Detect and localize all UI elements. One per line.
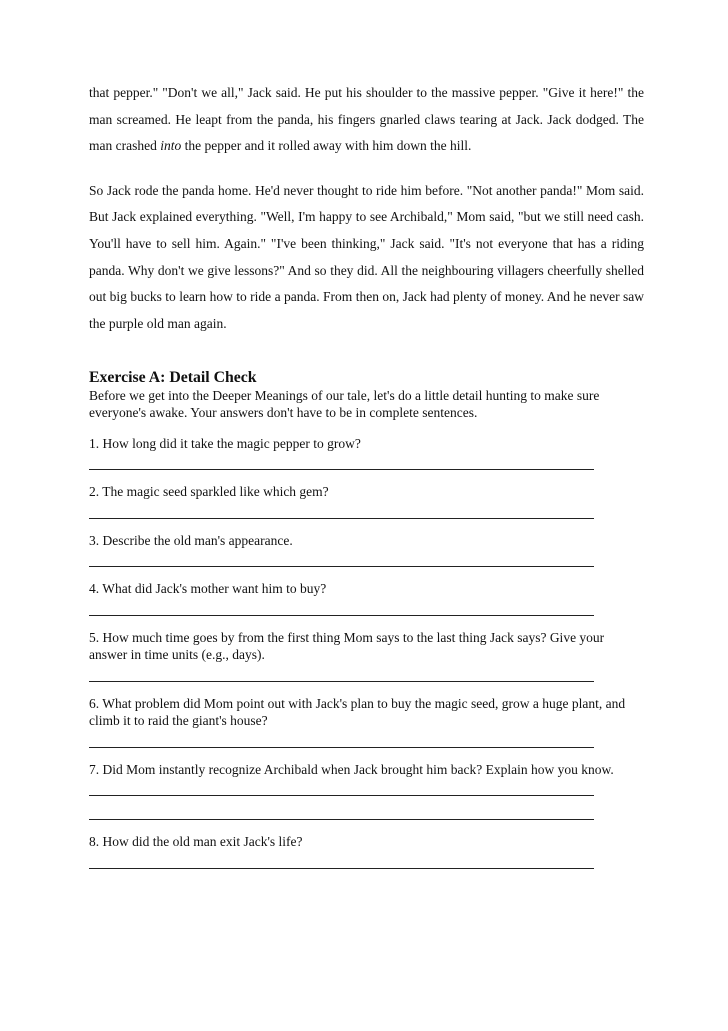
story-paragraph — [89, 178, 644, 338]
story-text — [89, 80, 644, 337]
answer-line[interactable] — [89, 778, 594, 796]
question-item — [89, 833, 644, 869]
story-paragraph — [89, 80, 644, 160]
question-list — [89, 435, 644, 869]
question-text: 3. Describe the old man's appearance. — [89, 532, 293, 548]
question-text: 7. Did Mom instantly recognize Archibald when Jack brought him back? Explain how you know. — [89, 761, 614, 777]
question-item — [89, 532, 644, 568]
italic-text: into — [160, 138, 182, 154]
answer-line[interactable] — [89, 664, 594, 682]
answer-line[interactable] — [89, 730, 594, 748]
worksheet-page — [89, 80, 644, 869]
question-item — [89, 483, 644, 519]
question-text: 5. How much time goes by from the first thing Mom says to the last thing Jack says? Give your answer in time units (e.g., days). — [89, 629, 605, 663]
question-text: 4. What did Jack's mother want him to buy? — [89, 581, 327, 597]
question-text: 8. How did the old man exit Jack's life? — [89, 834, 303, 850]
answer-line[interactable] — [89, 501, 594, 519]
answer-line[interactable] — [89, 452, 594, 470]
answer-line[interactable] — [89, 598, 594, 616]
text-run: So Jack rode the panda home. He'd never thought to ride him before. "Not another panda!" Mom said. But Jack explained everything. "Well, I'm happy to see Archibald," Mom said, "but we still need cash. You'll have to sell him. Again." "I've been thinking," Jack said. "It's not everyone that has a riding panda. Why don't we give lessons?" And so they did. All the neighbouring villagers cheerfully shelled out big bucks to learn how to ride a panda. From then on, Jack had plenty of money. And he never saw the purple old man again. — [89, 182, 644, 331]
exercise-title: Exercise A: Detail Check — [89, 369, 257, 387]
question-text: 6. What problem did Mom point out with Jack's plan to buy the magic seed, grow a huge plant, and climb it to raid the giant's house? — [89, 695, 626, 729]
question-item — [89, 629, 644, 682]
question-item — [89, 695, 644, 748]
question-text: 1. How long did it take the magic pepper to grow? — [89, 435, 361, 451]
answer-line[interactable] — [89, 549, 594, 567]
answer-line[interactable] — [89, 851, 594, 869]
text-run: the pepper and it rolled away with him down the hill. — [181, 138, 472, 154]
question-item — [89, 580, 644, 616]
question-item — [89, 435, 644, 471]
text-run: that pepper." "Don't we all," Jack said. He put his shoulder to the massive pepper. "Give it here!" the man screamed. He leapt from the panda, his fingers gnarled claws tearing at Jack. Jack dodged. The man crashed — [89, 85, 644, 154]
question-text: 2. The magic seed sparkled like which gem? — [89, 484, 329, 500]
question-item — [89, 761, 644, 821]
answer-line[interactable] — [89, 796, 594, 820]
exercise-intro: Before we get into the Deeper Meanings of our tale, let's do a little detail hunting to make sure everyone's awake. Your answers don't have to be in complete sentences. — [89, 387, 600, 421]
